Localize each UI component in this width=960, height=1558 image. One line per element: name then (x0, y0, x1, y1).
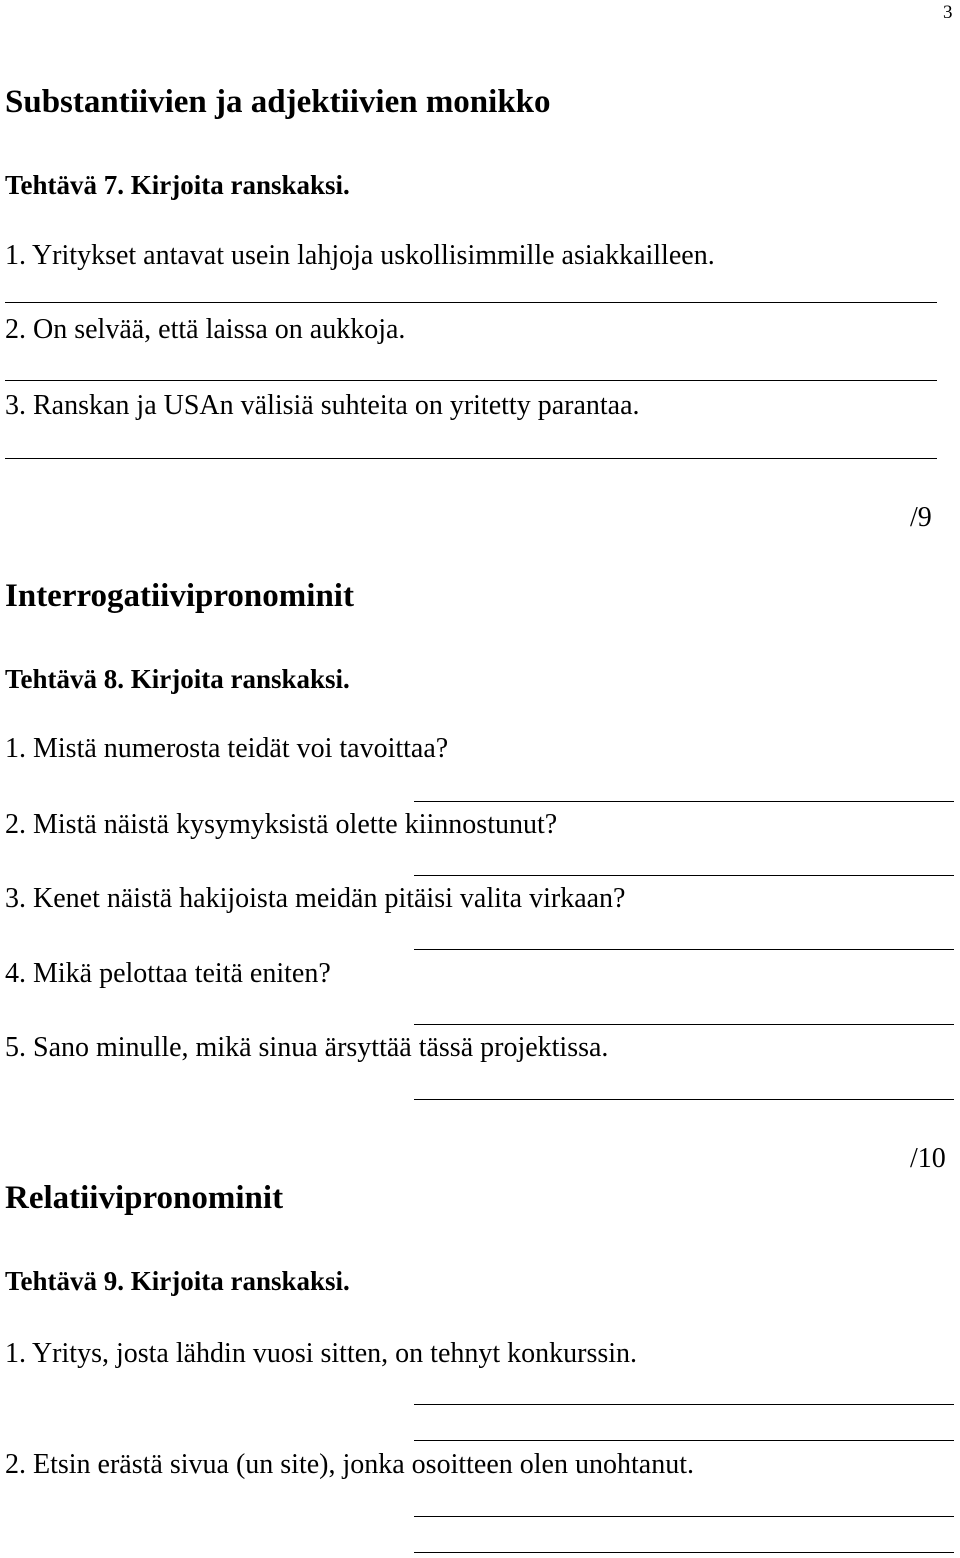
answer-line[interactable] (5, 458, 937, 459)
exercise-item: 5. Sano minulle, mikä sinua ärsyttää tässä projektissa. (5, 1032, 609, 1063)
answer-line[interactable] (5, 380, 937, 381)
exercise-item: 3. Ranskan ja USAn välisiä suhteita on yritetty parantaa. (5, 390, 640, 421)
answer-line[interactable] (414, 875, 954, 876)
exercise-item: 2. Etsin erästä sivua (un site), jonka osoitteen olen unohtanut. (5, 1449, 694, 1480)
answer-line[interactable] (414, 1099, 954, 1100)
exercise-item: 3. Kenet näistä hakijoista meidän pitäisi valita virkaan? (5, 883, 626, 914)
answer-line[interactable] (414, 1404, 954, 1405)
exercise-item: 4. Mikä pelottaa teitä eniten? (5, 958, 331, 989)
exercise-item: 1. Yritys, josta lähdin vuosi sitten, on tehnyt konkurssin. (5, 1338, 638, 1369)
answer-line[interactable] (5, 302, 937, 303)
section-heading: Relatiivipronominit (5, 1180, 284, 1216)
answer-line[interactable] (414, 949, 954, 950)
task-title: Tehtävä 8. Kirjoita ranskaksi. (5, 664, 350, 694)
page-number: 3 (943, 2, 953, 23)
score-label: /10 (910, 1143, 946, 1174)
answer-line[interactable] (414, 1552, 954, 1553)
answer-line[interactable] (414, 1440, 954, 1441)
exercise-item: 1. Yritykset antavat usein lahjoja uskollisimmille asiakkailleen. (5, 240, 715, 271)
answer-line[interactable] (414, 1516, 954, 1517)
exercise-item: 2. On selvää, että laissa on aukkoja. (5, 314, 406, 345)
answer-line[interactable] (414, 801, 954, 802)
exercise-item: 2. Mistä näistä kysymyksistä olette kiinnostunut? (5, 809, 558, 840)
task-title: Tehtävä 7. Kirjoita ranskaksi. (5, 170, 350, 200)
section-heading: Substantiivien ja adjektiivien monikko (5, 84, 551, 120)
exercise-item: 1. Mistä numerosta teidät voi tavoittaa? (5, 733, 449, 764)
task-title: Tehtävä 9. Kirjoita ranskaksi. (5, 1266, 350, 1296)
score-label: /9 (910, 502, 932, 533)
answer-line[interactable] (414, 1024, 954, 1025)
section-heading: Interrogatiivipronominit (5, 578, 354, 614)
